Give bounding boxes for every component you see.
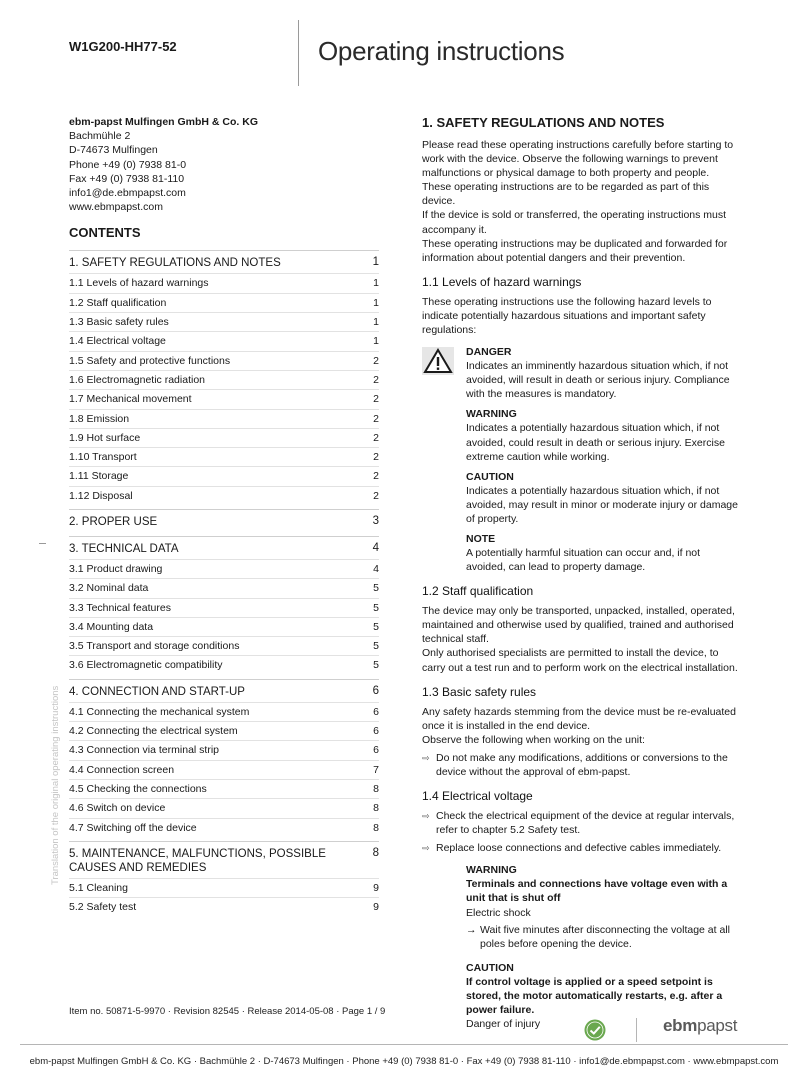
toc-item-title: 1.8 Emission: [69, 412, 130, 425]
side-note: Translation of the original operating instructions: [50, 685, 61, 885]
toc-item-title: 1.11 Storage: [69, 470, 129, 483]
toc-page-number: 9: [373, 881, 379, 894]
toc-item-title: 5.2 Safety test: [69, 901, 137, 914]
toc-item[interactable]: [69, 486, 379, 505]
logo-part: papst: [697, 1016, 738, 1035]
model-number: W1G200-HH77-52: [69, 39, 177, 54]
intro-para: These operating instructions are to be regarded as part of this device.: [422, 181, 710, 208]
toc-item[interactable]: [69, 760, 379, 779]
list-item: [422, 841, 742, 855]
arrow-bullet-icon: ⇨: [422, 752, 430, 763]
toc-item[interactable]: [69, 428, 379, 447]
toc-item-title: 3.3 Technical features: [69, 601, 171, 614]
toc-page-number: 9: [373, 901, 379, 914]
address-city: D-74673 Mulfingen: [69, 144, 158, 157]
hazard-label: NOTE: [466, 532, 496, 545]
toc-item-title: 1.4 Electrical voltage: [69, 335, 166, 348]
page-title: Operating instructions: [318, 36, 565, 66]
toc-item-title: 1.7 Mechanical movement: [69, 393, 192, 406]
toc-section-title: 1. SAFETY REGULATIONS AND NOTES: [69, 257, 281, 270]
toc-item[interactable]: [69, 721, 379, 740]
toc-item-title: 3.4 Mounting data: [69, 620, 154, 633]
intro-para: If the device is sold or transferred, the operating instructions must accompany it.: [422, 209, 727, 236]
toc-item[interactable]: [69, 293, 379, 312]
toc-page-number: 2: [373, 451, 379, 464]
toc-item[interactable]: [69, 636, 379, 655]
address-phone: Phone +49 (0) 7938 81-0: [69, 158, 187, 171]
toc-page-number: 2: [373, 431, 379, 444]
toc-item-title: 1.6 Electromagnetic radiation: [69, 373, 205, 386]
toc-item[interactable]: [69, 655, 379, 674]
hazard-text: Electric shock: [466, 906, 531, 919]
toc-item-title: 4.3 Connection via terminal strip: [69, 744, 219, 757]
hazard-text: A potentially harmful situation can occur and, if not avoided, can lead to property damage.: [466, 546, 701, 574]
toc-page-number: 5: [373, 659, 379, 672]
company-address: [69, 115, 379, 214]
toc-item[interactable]: [69, 798, 379, 817]
hazard-note: [466, 532, 742, 574]
toc-item[interactable]: [69, 351, 379, 370]
hazard-bold-text: If control voltage is applied or a speed setpoint is stored, the motor automatically restarts, e.g. after a power failure.: [466, 975, 723, 1017]
toc-item[interactable]: [69, 740, 379, 759]
contents-heading: CONTENTS: [69, 225, 141, 241]
section-1-heading: 1. SAFETY REGULATIONS AND NOTES: [422, 115, 665, 130]
hazard-text: Indicates an imminently hazardous situation which, if not avoided, will result in death or serious injury. Compliance with the measures is mandatory.: [466, 360, 730, 401]
toc-page-number: 8: [372, 846, 379, 859]
toc-item[interactable]: [69, 370, 379, 389]
toc-page-number: 7: [373, 763, 379, 776]
toc-item-title: 3.5 Transport and storage conditions: [69, 640, 240, 653]
address-fax: Fax +49 (0) 7938 81-110: [69, 172, 185, 185]
toc-page-number: 5: [373, 640, 379, 653]
company-name: ebm-papst Mulfingen GmbH & Co. KG: [69, 116, 258, 128]
toc-page-number: 3: [372, 514, 379, 527]
hazard-bold-text: Terminals and connections have voltage even with a unit that is shut off: [466, 878, 728, 905]
toc-page-number: 6: [373, 744, 379, 757]
toc-item-title: 3.2 Nominal data: [69, 582, 149, 595]
left-column: [69, 115, 379, 916]
hazard-label: DANGER: [466, 346, 512, 359]
footer-address: ebm-papst Mulfingen GmbH & Co. KG · Bachmühle 2 · D-74673 Mulfingen · Phone +49 (0) 7938 81-0 · Fax +49 (0) 7938 81-110 · info1@de.ebmpapst.com · www.ebmpapst.com: [29, 1056, 779, 1067]
hazard-text: Danger of injury: [466, 1018, 541, 1031]
toc-item[interactable]: [69, 878, 379, 897]
safety-para: Observe the following when working on the unit:: [422, 733, 645, 746]
address-web[interactable]: www.ebmpapst.com: [69, 201, 163, 214]
address-email[interactable]: info1@de.ebmpapst.com: [69, 187, 186, 200]
hazard-label: WARNING: [466, 408, 517, 421]
list-item-text: Do not make any modifications, additions or conversions to the device without the approval of ebm-papst.: [436, 751, 728, 778]
toc-item[interactable]: [69, 598, 379, 617]
toc-item-title: 3.6 Electromagnetic compatibility: [69, 659, 223, 672]
toc-item[interactable]: [69, 578, 379, 597]
list-item: [422, 751, 742, 779]
toc-item[interactable]: [69, 331, 379, 350]
toc-page-number: 1: [373, 296, 379, 309]
toc-item-title: 1.3 Basic safety rules: [69, 316, 169, 329]
toc-section[interactable]: [69, 536, 379, 559]
toc-section-title: 5. MAINTENANCE, MALFUNCTIONS, POSSIBLE CAUSES AND REMEDIES: [69, 847, 326, 874]
logo-divider: [636, 1018, 637, 1042]
toc-item-title: 1.5 Safety and protective functions: [69, 354, 231, 367]
list-item: [422, 809, 742, 837]
hazard-label: WARNING: [466, 864, 517, 877]
toc-page-number: 8: [373, 782, 379, 795]
warning-triangle-icon: [422, 347, 454, 375]
toc-page-number: 1: [373, 277, 379, 290]
hazard-label: CAUTION: [466, 470, 514, 483]
toc-page-number: 6: [373, 725, 379, 738]
toc-section[interactable]: [69, 509, 379, 532]
toc-page-number: 2: [373, 470, 379, 483]
hazard-text: Indicates a potentially hazardous situation which, if not avoided, may result in minor or moderate injury or damage of property.: [466, 484, 738, 525]
toc-item-title: 1.1 Levels of hazard warnings: [69, 277, 209, 290]
toc-item[interactable]: [69, 273, 379, 292]
toc-item[interactable]: [69, 779, 379, 798]
toc-page-number: 8: [373, 802, 379, 815]
hazard-intro: These operating instructions use the following hazard levels to indicate potentially hazardous situations and important safety regulations:: [422, 295, 712, 337]
toc-page-number: 1: [373, 335, 379, 348]
toc-item[interactable]: [69, 818, 379, 837]
logo-part: ebm: [663, 1016, 698, 1035]
toc-item[interactable]: [69, 312, 379, 331]
toc-item-title: 1.2 Staff qualification: [69, 296, 167, 309]
toc-item-title: 4.5 Checking the connections: [69, 782, 207, 795]
toc-page-number: 1: [372, 256, 379, 269]
section-1-2-heading: 1.2 Staff qualification: [422, 584, 534, 599]
toc-page-number: 2: [373, 354, 379, 367]
toc-item[interactable]: [69, 409, 379, 428]
toc-item[interactable]: [69, 389, 379, 408]
header-divider: [298, 20, 299, 86]
greentech-badge-icon: [584, 1019, 606, 1041]
document-info: Item no. 50871-5-9970 · Revision 82545 · Release 2014-05-08 · Page 1 / 9: [69, 1006, 386, 1017]
staff-para: The device may only be transported, unpacked, installed, operated, maintained and otherwise used by qualified, trained and authorised technical staff.: [422, 605, 735, 646]
toc-page-number: 5: [373, 620, 379, 633]
toc-page-number: 1: [373, 316, 379, 329]
right-column: [422, 115, 742, 1037]
intro-para: Please read these operating instructions carefully before starting to work with the device. Observe the following warnings to prevent malfunctions or physical damage to both property and people.: [422, 139, 734, 180]
toc-item-title: 4.2 Connecting the electrical system: [69, 725, 238, 738]
hazard-warning: [466, 407, 742, 463]
right-arrow-icon: →: [466, 923, 477, 936]
toc-item[interactable]: [69, 447, 379, 466]
toc-item-title: 4.7 Switching off the device: [69, 821, 197, 834]
toc-section[interactable]: [69, 250, 379, 273]
toc-item[interactable]: [69, 559, 379, 578]
list-item-text: Replace loose connections and defective cables immediately.: [436, 842, 722, 855]
section-1-4-heading: 1.4 Electrical voltage: [422, 789, 533, 804]
toc-section[interactable]: [69, 679, 379, 702]
toc-page-number: 6: [372, 684, 379, 697]
list-item-text: Check the electrical equipment of the device at regular intervals, refer to chapter 5.2 Safety test.: [436, 810, 735, 837]
toc-item[interactable]: [69, 466, 379, 485]
arrow-bullet-icon: ⇨: [422, 811, 430, 822]
toc-page-number: 6: [373, 705, 379, 718]
hazard-danger: [466, 345, 742, 401]
action-text: Wait five minutes after disconnecting the voltage at all poles before opening the device.: [480, 923, 730, 950]
toc-page-number: 2: [373, 393, 379, 406]
toc-item-title: 3.1 Product drawing: [69, 562, 163, 575]
toc-page-number: 5: [373, 601, 379, 614]
hazard-text: Indicates a potentially hazardous situation which, if not avoided, could result in death or serious injury. Exercise extreme caution while working.: [466, 422, 725, 463]
toc-page-number: 4: [372, 541, 379, 554]
toc-page-number: 2: [373, 373, 379, 386]
staff-para: Only authorised specialists are permitted to install the device, to carry out a test run and to perform work on the electrical installation.: [422, 647, 738, 674]
toc-section[interactable]: [69, 841, 379, 878]
table-of-contents: [69, 250, 379, 916]
address-street: Bachmühle 2: [69, 130, 131, 143]
toc-item-title: 4.4 Connection screen: [69, 763, 175, 776]
hazard-caution: [466, 470, 742, 526]
toc-item-title: 4.6 Switch on device: [69, 802, 166, 815]
toc-page-number: 8: [373, 821, 379, 834]
intro-para: These operating instructions may be duplicated and forwarded for information about potential dangers and their prevention.: [422, 237, 728, 264]
arrow-bullet-icon: ⇨: [422, 843, 430, 854]
toc-item-title: 1.12 Disposal: [69, 489, 133, 502]
toc-section-title: 2. PROPER USE: [69, 515, 158, 528]
toc-item-title: 1.9 Hot surface: [69, 431, 141, 444]
toc-page-number: 2: [373, 489, 379, 502]
toc-page-number: 4: [373, 562, 379, 575]
toc-item[interactable]: [69, 702, 379, 721]
safety-para: Any safety hazards stemming from the device must be re-evaluated once it is installed in the end device.: [422, 705, 736, 732]
toc-page-number: 2: [373, 412, 379, 425]
hazard-label: CAUTION: [466, 961, 514, 974]
toc-page-number: 5: [373, 582, 379, 595]
footer-divider: [20, 1044, 788, 1045]
toc-section-title: 4. CONNECTION AND START-UP: [69, 685, 245, 698]
toc-item[interactable]: [69, 617, 379, 636]
voltage-warning: [466, 863, 742, 950]
toc-item[interactable]: [69, 897, 379, 916]
section-1-3-heading: 1.3 Basic safety rules: [422, 684, 537, 699]
margin-mark: [39, 543, 46, 544]
toc-item-title: 1.10 Transport: [69, 451, 137, 464]
toc-section-title: 3. TECHNICAL DATA: [69, 542, 179, 555]
toc-item-title: 4.1 Connecting the mechanical system: [69, 705, 250, 718]
action-item: [466, 923, 742, 951]
toc-item-title: 5.1 Cleaning: [69, 881, 128, 894]
section-1-1-heading: 1.1 Levels of hazard warnings: [422, 274, 582, 289]
ebmpapst-logo: [663, 1016, 737, 1036]
